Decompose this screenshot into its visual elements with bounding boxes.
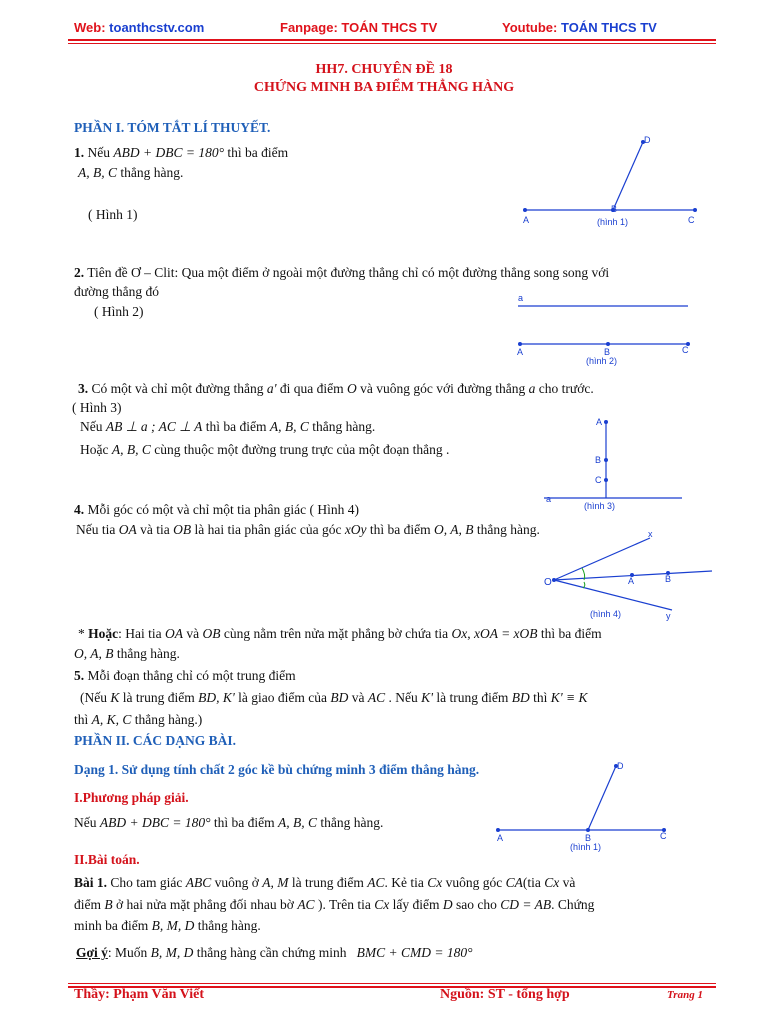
- hint-label: Gợi ý: [76, 945, 108, 960]
- fig3-label-a: A: [596, 417, 603, 427]
- item5-math: A, K, C: [91, 712, 132, 727]
- method-text: thì ba điểm: [213, 815, 275, 830]
- bai1-line2: [74, 895, 594, 914]
- bai1-line3: [74, 916, 261, 935]
- bai1-math: Cx: [427, 875, 443, 890]
- bai1-text: (tia: [522, 875, 541, 890]
- bai1-text: ở hai nửa mặt phẳng đối nhau bờ: [116, 897, 294, 912]
- figure-5: [492, 756, 682, 854]
- item5-math: BD: [511, 690, 530, 705]
- bai1-text: lấy điểm: [392, 897, 440, 912]
- fig3-point-c: [604, 478, 608, 482]
- item1-line2: [78, 163, 183, 182]
- fig4-label-b: B: [665, 574, 672, 584]
- bai1-math: AC: [367, 875, 385, 890]
- bai1-math: A, M: [262, 875, 289, 890]
- hint-text: thẳng hàng cần chứng minh: [196, 945, 347, 960]
- fig5-point-a: [496, 828, 500, 832]
- item3-text: Có một và chỉ một đường thẳng: [91, 381, 264, 396]
- bai1-text: Cho tam giác: [110, 875, 183, 890]
- item4-text: Nếu tia: [76, 522, 116, 537]
- fig5-caption: (hình 1): [570, 842, 602, 852]
- bai1-math: AC: [297, 897, 315, 912]
- fig2-point-b: [606, 342, 610, 346]
- method-line: [74, 813, 383, 832]
- part1-heading: PHẦN I. TÓM TẮT LÍ THUYẾT.: [74, 120, 271, 135]
- item2-line2: đường thẳng đó: [74, 284, 159, 299]
- doc-title-line1: HH7. CHUYÊN ĐỀ 18: [315, 62, 453, 77]
- item2-line1: [74, 263, 609, 282]
- or-note-math: OB: [202, 626, 221, 641]
- item3-text: đi qua điểm: [279, 381, 344, 396]
- bai1-line1: [74, 873, 575, 892]
- item4-num: 4.: [74, 502, 85, 517]
- fig2-label-b: B: [604, 347, 611, 357]
- fig3-point-a: [604, 420, 608, 424]
- fig4-caption: (hình 4): [590, 609, 622, 619]
- item1-line2-math: A, B, C: [78, 165, 117, 180]
- bai1-text: vuông ở: [214, 875, 259, 890]
- item4-math-oab: O, A, B: [434, 522, 474, 537]
- figure-1: [515, 130, 715, 230]
- bai1-label: Bài 1.: [74, 875, 108, 890]
- item5-text: là giao điểm của: [238, 690, 327, 705]
- item5-math: K: [110, 690, 120, 705]
- fig5-ray-bd: [588, 766, 616, 830]
- or-note-math: O, A, B: [74, 646, 114, 661]
- item3-line2: [80, 417, 375, 436]
- or-note-text: thì ba điểm: [540, 626, 602, 641]
- item5-text: thẳng hàng.): [134, 712, 203, 727]
- bai1-math: CA: [505, 875, 523, 890]
- fig1-label-d: D: [644, 135, 651, 145]
- item5-line2: [80, 688, 588, 707]
- fig1-point-c: [693, 208, 697, 212]
- item5-line1: [74, 666, 296, 685]
- item5-text: là trung điểm: [122, 690, 195, 705]
- item5-text: thì: [74, 712, 89, 727]
- fig3-label-line: a: [546, 494, 552, 504]
- fig4-label-a: A: [628, 576, 635, 586]
- item3-text: thì ba điểm: [205, 419, 267, 434]
- bai1-math: Cx: [544, 875, 560, 890]
- footer-page-number: Trang 1: [667, 989, 703, 1001]
- fig4-ray-ox: [554, 538, 650, 580]
- header-web[interactable]: [74, 20, 204, 35]
- figure-4: [540, 528, 720, 624]
- fig3-label-c: C: [595, 475, 602, 485]
- fig5-label-a: A: [497, 833, 504, 843]
- item2-ref: ( Hình 2): [94, 304, 144, 319]
- fig2-label-a: A: [517, 347, 524, 357]
- bai1-text: và: [562, 875, 576, 890]
- item1-ref: ( Hình 1): [88, 207, 138, 222]
- item3-math-a1: a': [266, 381, 277, 396]
- fig3-point-b: [604, 458, 608, 462]
- item1-post: thì ba điểm: [227, 145, 289, 160]
- hint-math: BMC + CMD = 180°: [356, 945, 473, 960]
- fig5-label-d: D: [617, 761, 624, 771]
- fig1-ray-bd: [613, 142, 643, 210]
- item3-math-abc: A, B, C: [111, 442, 151, 457]
- fig3-caption: (hình 3): [584, 501, 616, 511]
- footer-rule-thin: [68, 983, 716, 984]
- item1-line2-post: thẳng hàng.: [120, 165, 184, 180]
- or-note-star: *: [78, 626, 85, 641]
- item3-math-perp: AB ⊥ a ; AC ⊥ A: [105, 419, 203, 434]
- item1-pre: Nếu: [87, 145, 110, 160]
- hint-math: B, M, D: [150, 945, 194, 960]
- item4-text: thẳng hàng.: [476, 522, 540, 537]
- fig1-caption: (hình 1): [597, 217, 629, 227]
- item4-line1: [74, 500, 359, 519]
- fig5-label-b: B: [585, 833, 592, 843]
- item5-line3: [74, 710, 202, 729]
- item5-num: 5.: [74, 668, 85, 683]
- bai1-math: Cx: [374, 897, 390, 912]
- footer-author: Thầy: Phạm Văn Viết: [74, 987, 205, 1002]
- bai1-math: B, M, D: [151, 918, 195, 933]
- figure-2: [512, 290, 712, 368]
- item5-text: thì: [533, 690, 548, 705]
- header-fanpage[interactable]: [280, 20, 437, 35]
- bai1-text: sao cho: [455, 897, 497, 912]
- fig5-point-b: [586, 828, 590, 832]
- bai1-math: D: [442, 897, 453, 912]
- header-rule-thin: [68, 43, 716, 44]
- or-note-text: : Hai tia: [118, 626, 162, 641]
- item3-num: 3.: [78, 381, 89, 396]
- header-rule: [68, 39, 716, 41]
- or-note-math: Ox: [451, 626, 468, 641]
- fanpage-label: Fanpage:: [280, 20, 338, 35]
- or-note-text: và: [186, 626, 200, 641]
- item4-text: Mỗi góc có một và chỉ một tia phân giác ( Hình 4): [87, 502, 359, 517]
- item3-math-a: a: [528, 381, 536, 396]
- bai1-text: là trung điểm: [291, 875, 364, 890]
- or-note-line1: [78, 624, 602, 643]
- type1-heading: Dạng 1. Sử dụng tính chất 2 góc kề bù chứng minh 3 điểm thẳng hàng.: [74, 762, 480, 777]
- item3-math-o: O: [346, 381, 357, 396]
- item5-math: BD: [330, 690, 349, 705]
- youtube-value[interactable]: TOÁN THCS TV: [560, 20, 657, 35]
- youtube-label: Youtube:: [502, 20, 558, 35]
- item3-text: cùng thuộc một đường trung trực của một đoạn thẳng .: [154, 442, 450, 457]
- item4-math-ob: OB: [173, 522, 192, 537]
- item5-math: AC: [367, 690, 386, 705]
- fig1-label-b: B: [611, 204, 618, 214]
- fig4-label-o: O: [544, 577, 552, 588]
- fig4-label-x: x: [648, 529, 653, 539]
- bai1-math: CD = AB: [500, 897, 552, 912]
- fig5-label-c: C: [660, 831, 667, 841]
- item4-math-oa: OA: [118, 522, 137, 537]
- item3-text: Hoặc: [80, 442, 109, 457]
- bai1-text: vuông góc: [445, 875, 503, 890]
- item5-math: BD, K': [198, 690, 235, 705]
- item3-math-abc: A, B, C: [269, 419, 309, 434]
- fig2-caption: (hình 2): [586, 356, 618, 366]
- fig1-label-c: C: [688, 215, 695, 225]
- item5-text: . Nếu: [388, 690, 418, 705]
- bai1-math: B: [104, 897, 113, 912]
- fig3-label-b: B: [595, 455, 602, 465]
- fig2-point-a: [518, 342, 522, 346]
- figure-3: [540, 410, 690, 514]
- item3-ref: ( Hình 3): [72, 400, 122, 415]
- bai1-text: . Chứng: [551, 897, 595, 912]
- header-youtube[interactable]: [502, 20, 657, 35]
- or-note-math: xOA = xOB: [473, 626, 538, 641]
- item5-math: K': [421, 690, 434, 705]
- item1-line1: [74, 143, 288, 162]
- bai1-math: ABC: [185, 875, 212, 890]
- bai1-text: minh ba điểm: [74, 918, 149, 933]
- bai1-text: ). Trên tia: [317, 897, 371, 912]
- bai1-text: . Kẻ tia: [384, 875, 424, 890]
- fig2-label-line: a: [518, 293, 524, 303]
- item3-text: và vuông góc với đường thẳng: [360, 381, 526, 396]
- fig1-point-a: [523, 208, 527, 212]
- item4-text: là hai tia phân giác của góc: [194, 522, 342, 537]
- item5-math: K' ≡ K: [550, 690, 588, 705]
- hint-text: : Muốn: [107, 945, 148, 960]
- bai1-hint: [76, 943, 473, 962]
- item4-math-xoy: xOy: [344, 522, 367, 537]
- or-note-label: Hoặc: [88, 626, 119, 641]
- item1-num: 1.: [74, 145, 85, 160]
- item3-line1: [78, 379, 594, 398]
- item5-text: Mỗi đoạn thẳng chỉ có một trung điểm: [87, 668, 296, 683]
- bai1-text: thẳng hàng.: [197, 918, 261, 933]
- fig1-label-a: A: [523, 215, 530, 225]
- item1-math: ABD + DBC = 180°: [113, 145, 224, 160]
- or-note-text: ,: [467, 626, 471, 641]
- fig4-label-y: y: [666, 611, 671, 621]
- web-label: Web:: [74, 20, 106, 35]
- footer-source: Nguồn: ST - tổng hợp: [440, 987, 570, 1002]
- item5-text: là trung điểm: [436, 690, 509, 705]
- item2-num: 2.: [74, 265, 85, 280]
- item4-line2: [76, 520, 540, 539]
- problems-heading: II.Bài toán.: [74, 852, 140, 867]
- or-note-math: OA: [165, 626, 183, 641]
- or-note-text: thẳng hàng.: [116, 646, 180, 661]
- item5-text: (Nếu: [80, 690, 107, 705]
- method-text: Nếu: [74, 815, 97, 830]
- item3-text: Nếu: [80, 419, 103, 434]
- item2-text1: Tiên đề Ơ – Clit: Qua một điểm ở ngoài một đường thẳng chỉ có một đường thẳng song song với: [87, 265, 610, 280]
- item3-line3: [80, 440, 449, 459]
- item3-text: thẳng hàng.: [312, 419, 376, 434]
- or-note-text: cùng nằm trên nửa mặt phẳng bờ chứa tia: [223, 626, 449, 641]
- web-value[interactable]: toanthcstv.com: [109, 20, 205, 35]
- doc-title-line2: CHỨNG MINH BA ĐIỂM THẲNG HÀNG: [253, 80, 515, 95]
- item3-text: cho trước.: [538, 381, 594, 396]
- method-text: thẳng hàng.: [320, 815, 384, 830]
- method-math: ABD + DBC = 180°: [99, 815, 211, 830]
- fig4-ray-oy: [554, 580, 672, 610]
- bai1-text: điểm: [74, 897, 101, 912]
- fig4-point-o: [552, 578, 556, 582]
- item4-text: thì ba điểm: [369, 522, 431, 537]
- method-heading: I.Phương pháp giải.: [74, 790, 189, 805]
- fig2-label-c: C: [682, 345, 689, 355]
- part2-heading: PHẦN II. CÁC DẠNG BÀI.: [74, 733, 237, 748]
- item4-text: và tia: [140, 522, 170, 537]
- item5-text: và: [351, 690, 365, 705]
- fanpage-value[interactable]: TOÁN THCS TV: [341, 20, 438, 35]
- or-note-line2: [74, 644, 180, 663]
- method-math: A, B, C: [278, 815, 317, 830]
